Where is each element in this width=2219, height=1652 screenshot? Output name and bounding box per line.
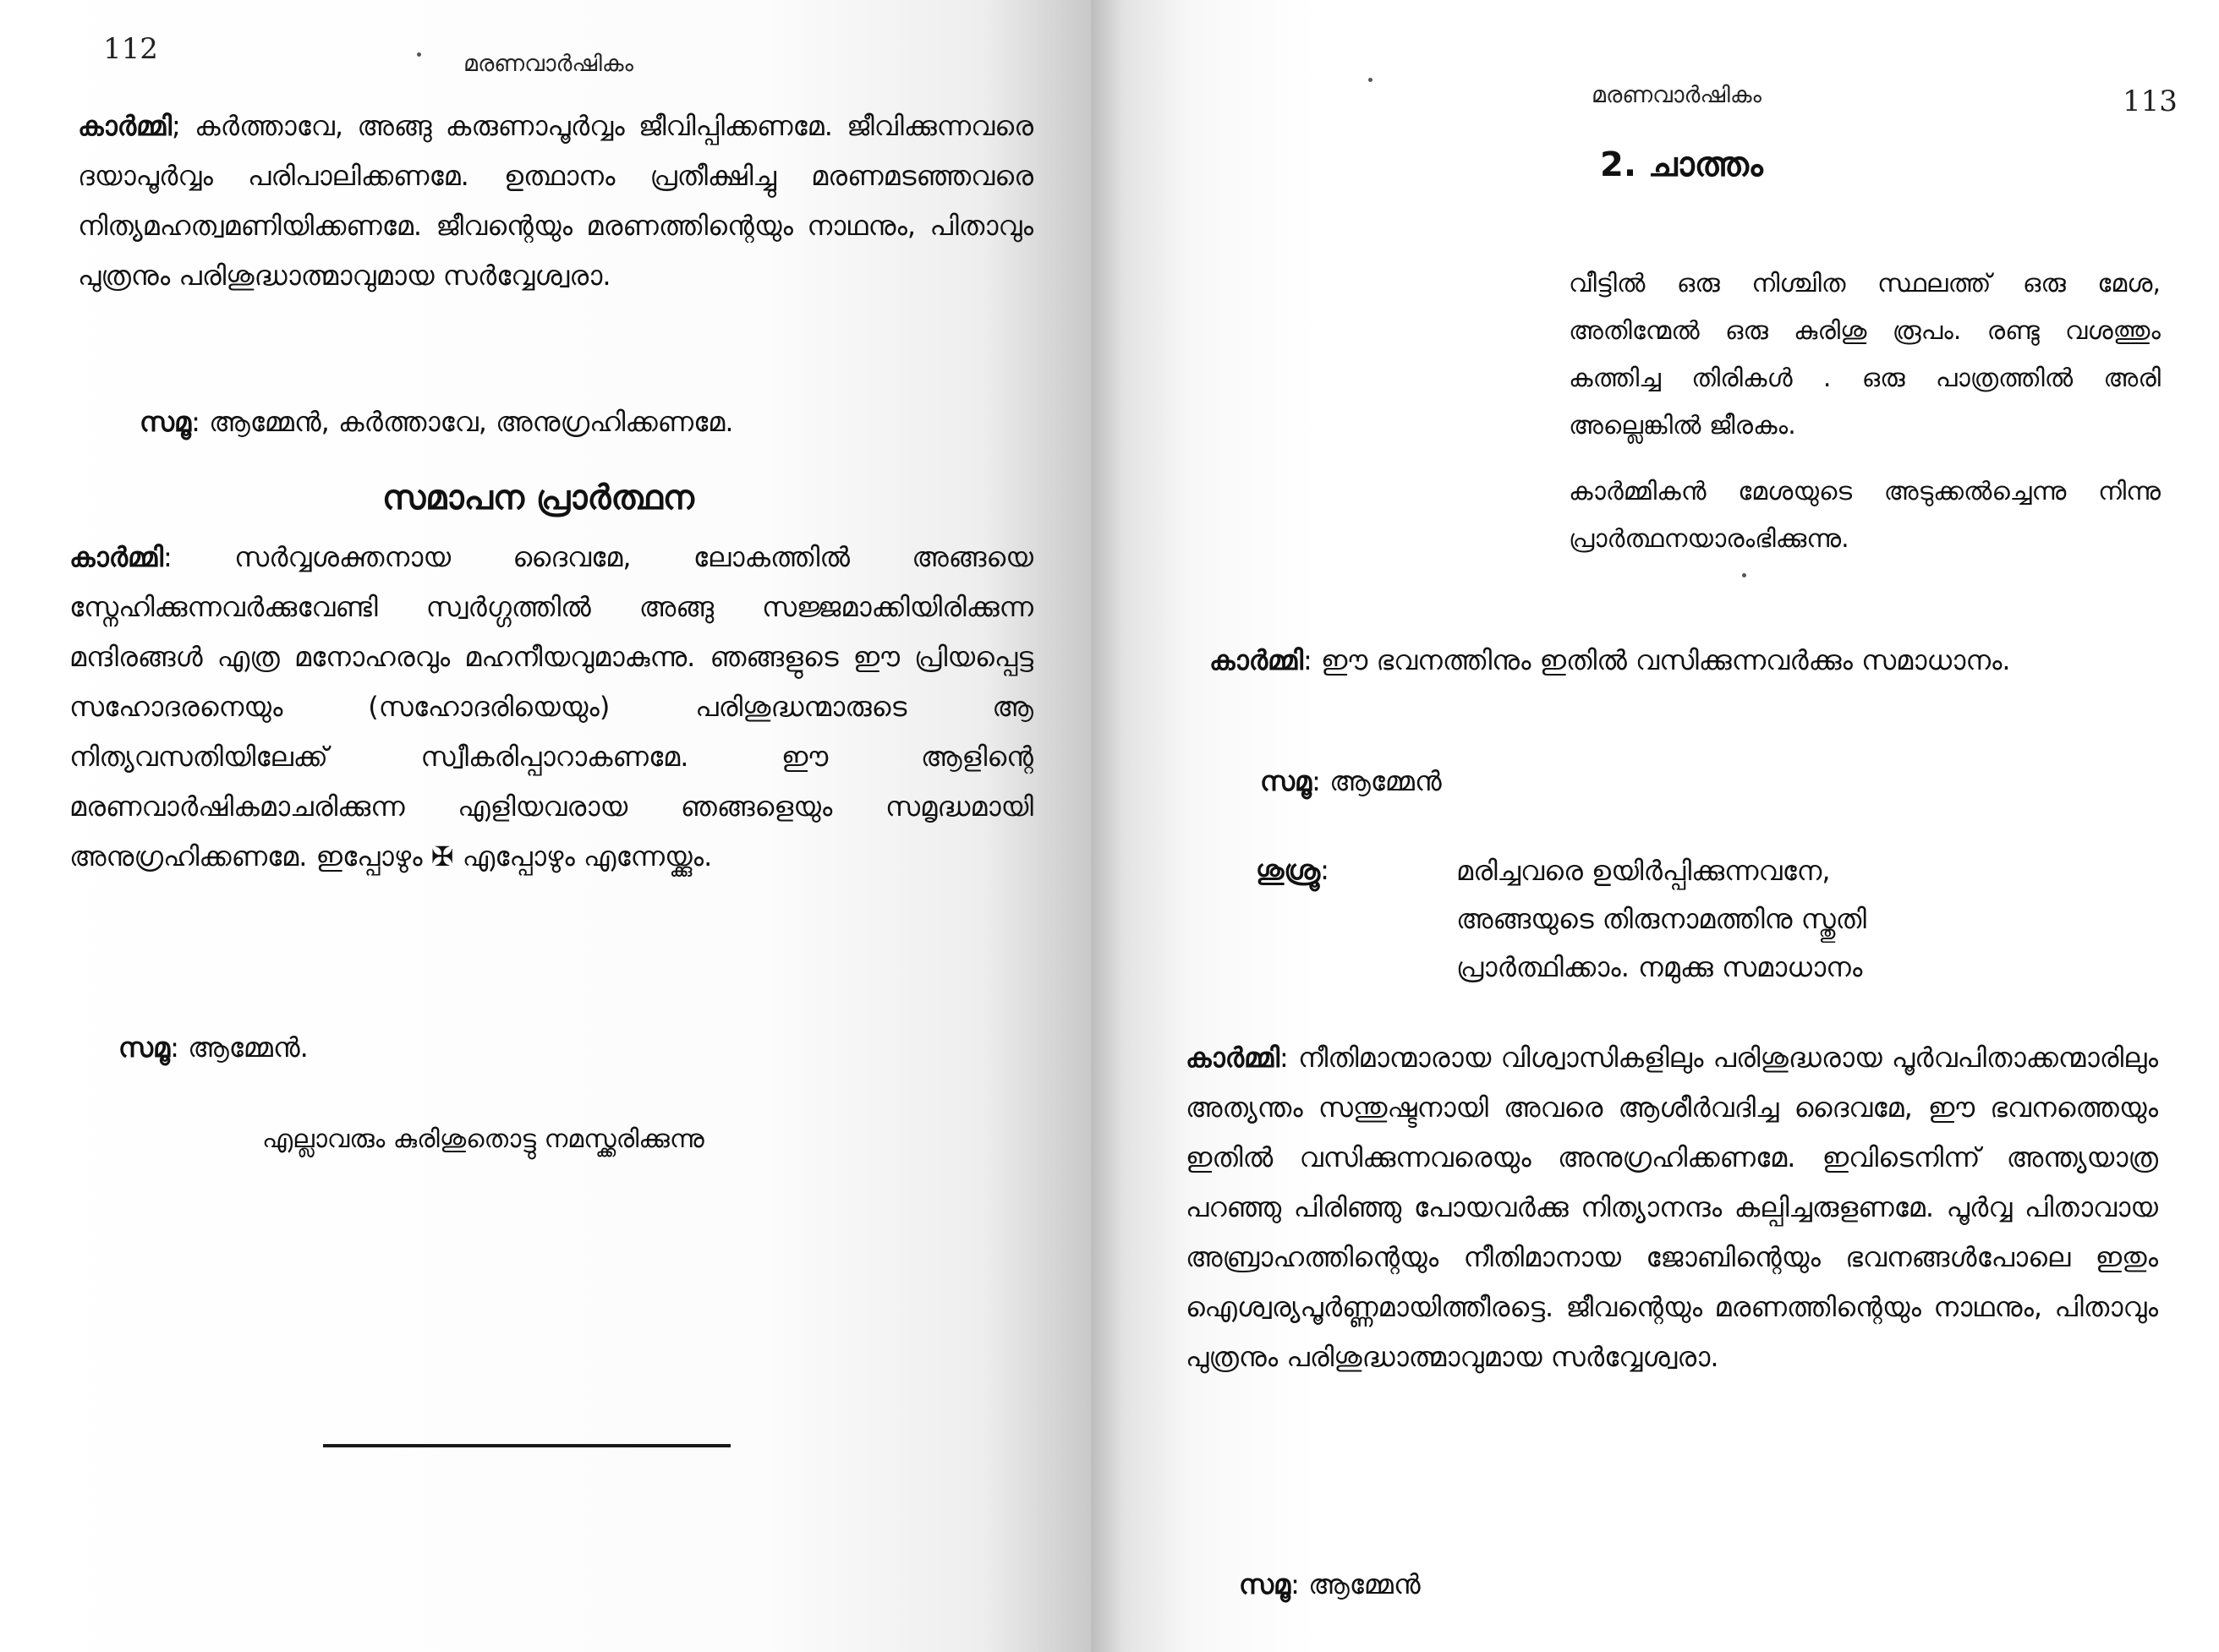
prayer-text: : സർവ്വശക്തനായ ദൈവമേ, ലോകത്തിൽ അങ്ങയെ സ്നേഹിക്കുന്നവർക്കുവേണ്ടി സ്വർഗ്ഗത്തിൽ അങ്ങു സജ്ജമാക്കിയിരിക്കുന്ന മന്ദിരങ്ങൾ എത്ര മനോഹരവും മഹനീയവുമാകുന്നു. ഞങ്ങളുടെ ഈ പ്രിയപ്പെട്ട സഹോദരനെയും (സഹോദരിയെയും) പരിശുദ്ധന്മാരുടെ ആ നിത്യവസതിയിലേക്ക് സ്വീകരിപ്പാറാകണമേ. ഈ ആളിന്റെ മരണവാർഷികമാചരിക്കുന്ന എളിയവരായ ഞങ്ങളെയും സമൃദ്ധമായി അനുഗ്രഹിക്കണമേ. ഇപ്പോഴും ✠ എപ്പോഴും എന്നേയ്ക്കും.	[69, 541, 1033, 872]
verse-line: മരിച്ചവരെ ഉയിർപ്പിക്കുന്നവനേ,	[1456, 855, 1831, 887]
print-speck	[1368, 78, 1372, 82]
print-speck	[417, 52, 421, 57]
rubric-text: വീട്ടിൽ ഒരു നിശ്ചിത സ്ഥലത്ത് ഒരു മേശ, അതിന്മേൽ ഒരു കുരിശു രൂപം. രണ്ടു വശത്തും കത്തിച്ച തിരികൾ . ഒരു പാത്രത്തിൽ അരി അല്ലെങ്കിൽ ജീരകം.	[1569, 269, 2161, 440]
page-number: 113	[2123, 85, 2178, 118]
colon: :	[1320, 854, 1329, 886]
response-text: : ആമ്മേൻ.	[170, 1031, 309, 1064]
speaker-label: സമൂ	[1260, 765, 1312, 797]
speaker-label: കാർമ്മി	[1209, 644, 1304, 676]
page-number: 112	[103, 32, 158, 66]
speaker-label: കാർമ്മി	[1186, 1042, 1280, 1074]
prayer-block-celebrant	[1209, 636, 2156, 686]
end-divider	[323, 1444, 731, 1447]
server-verse	[1456, 847, 1866, 992]
section-heading: സമാപന പ്രാർത്ഥന	[382, 479, 694, 517]
speaker-label: കാർമ്മി	[69, 541, 164, 573]
response-block	[118, 1023, 879, 1073]
running-head: മരണവാർഷികം	[463, 51, 633, 77]
speaker-label: സമൂ	[1239, 1568, 1291, 1600]
prayer-text: : ഈ ഭവനത്തിനും ഇതിൽ വസിക്കുന്നവർക്കും സമാധാനം.	[1303, 644, 2011, 676]
running-head: മരണവാർഷികം	[1592, 82, 1762, 108]
right-page	[1091, 0, 2219, 1652]
section-heading: 2. ചാത്തം	[1600, 145, 1763, 184]
rubric-text: കാർമ്മികൻ മേശയുടെ അടുക്കൽച്ചെന്നു നിന്നു പ്രാർത്ഥനയാരംഭിക്കുന്നു.	[1569, 477, 2161, 554]
rubric-block	[1569, 260, 2161, 582]
response-block	[1260, 757, 1767, 807]
response-block	[140, 397, 1036, 447]
prayer-block-celebrant	[1186, 1033, 2158, 1382]
server-label-block	[1256, 845, 1425, 895]
left-page	[0, 0, 1091, 1652]
prayer-text: : നീതിമാന്മാരായ വിശ്വാസികളിലും പരിശുദ്ധരായ പൂർവപിതാക്കന്മാരിലും അത്യന്തം സന്തുഷ്ടനായി അവരെ ആശീർവദിച്ച ദൈവമേ, ഈ ഭവനത്തെയും ഇതിൽ വസിക്കുന്നവരെയും അനുഗ്രഹിക്കണമേ. ഇവിടെനിന്ന് അന്ത്യയാത്ര പറഞ്ഞു പിരിഞ്ഞു പോയവർക്കു നിത്യാനന്ദം കല്പിച്ചരുളണമേ. പൂർവ്വ പിതാവായ അബ്രാഹത്തിന്റെയും നീതിമാനായ ജോബിന്റെയും ഭവനങ്ങൾപോലെ ഇതും ഐശ്വര്യപൂർണ്ണമായിത്തീരട്ടെ. ജീവന്റെയും മരണത്തിന്റെയും നാഥനും, പിതാവും പുത്രനും പരിശുദ്ധാത്മാവുമായ സർവ്വേശ്വരാ.	[1186, 1042, 2158, 1373]
verse-line: പ്രാർത്ഥിക്കാം. നമുക്കു സമാധാനം	[1456, 951, 1863, 983]
rubric-text: എല്ലാവരും കുരിശുതൊട്ടു നമസ്ക്കരിക്കുന്നു	[262, 1124, 704, 1154]
response-text: : ആമ്മേൻ	[1290, 1568, 1421, 1600]
response-text: : ആമ്മേൻ	[1312, 765, 1442, 797]
prayer-block-closing	[69, 533, 1033, 882]
response-block	[1239, 1560, 1746, 1610]
verse-line: അങ്ങയുടെ തിരുനാമത്തിനു സ്തുതി	[1456, 903, 1866, 935]
speaker-label: കാർമ്മി	[78, 110, 173, 142]
print-speck	[1742, 573, 1746, 577]
speaker-label: ശുശ്രൂ	[1256, 854, 1321, 886]
speaker-label: സമൂ	[118, 1031, 171, 1064]
prayer-block-celebrant	[78, 101, 1033, 301]
response-text: : ആമ്മേൻ, കർത്താവേ, അനുഗ്രഹിക്കണമേ.	[191, 406, 734, 438]
speaker-label: സമൂ	[140, 406, 192, 438]
prayer-text: ; കർത്താവേ, അങ്ങു കരുണാപൂർവ്വം ജീവിപ്പിക്കണമേ. ജീവിക്കുന്നവരെ ദയാപൂർവ്വം പരിപാലിക്കണമേ. ഉത്ഥാനം പ്രതീക്ഷിച്ചു മരണമടഞ്ഞവരെ നിത്യമഹത്വമണിയിക്കണമേ. ജീവന്റെയും മരണത്തിന്റെയും നാഥനും, പിതാവും പുത്രനും പരിശുദ്ധാത്മാവുമായ സർവ്വേശ്വരാ.	[78, 110, 1033, 292]
